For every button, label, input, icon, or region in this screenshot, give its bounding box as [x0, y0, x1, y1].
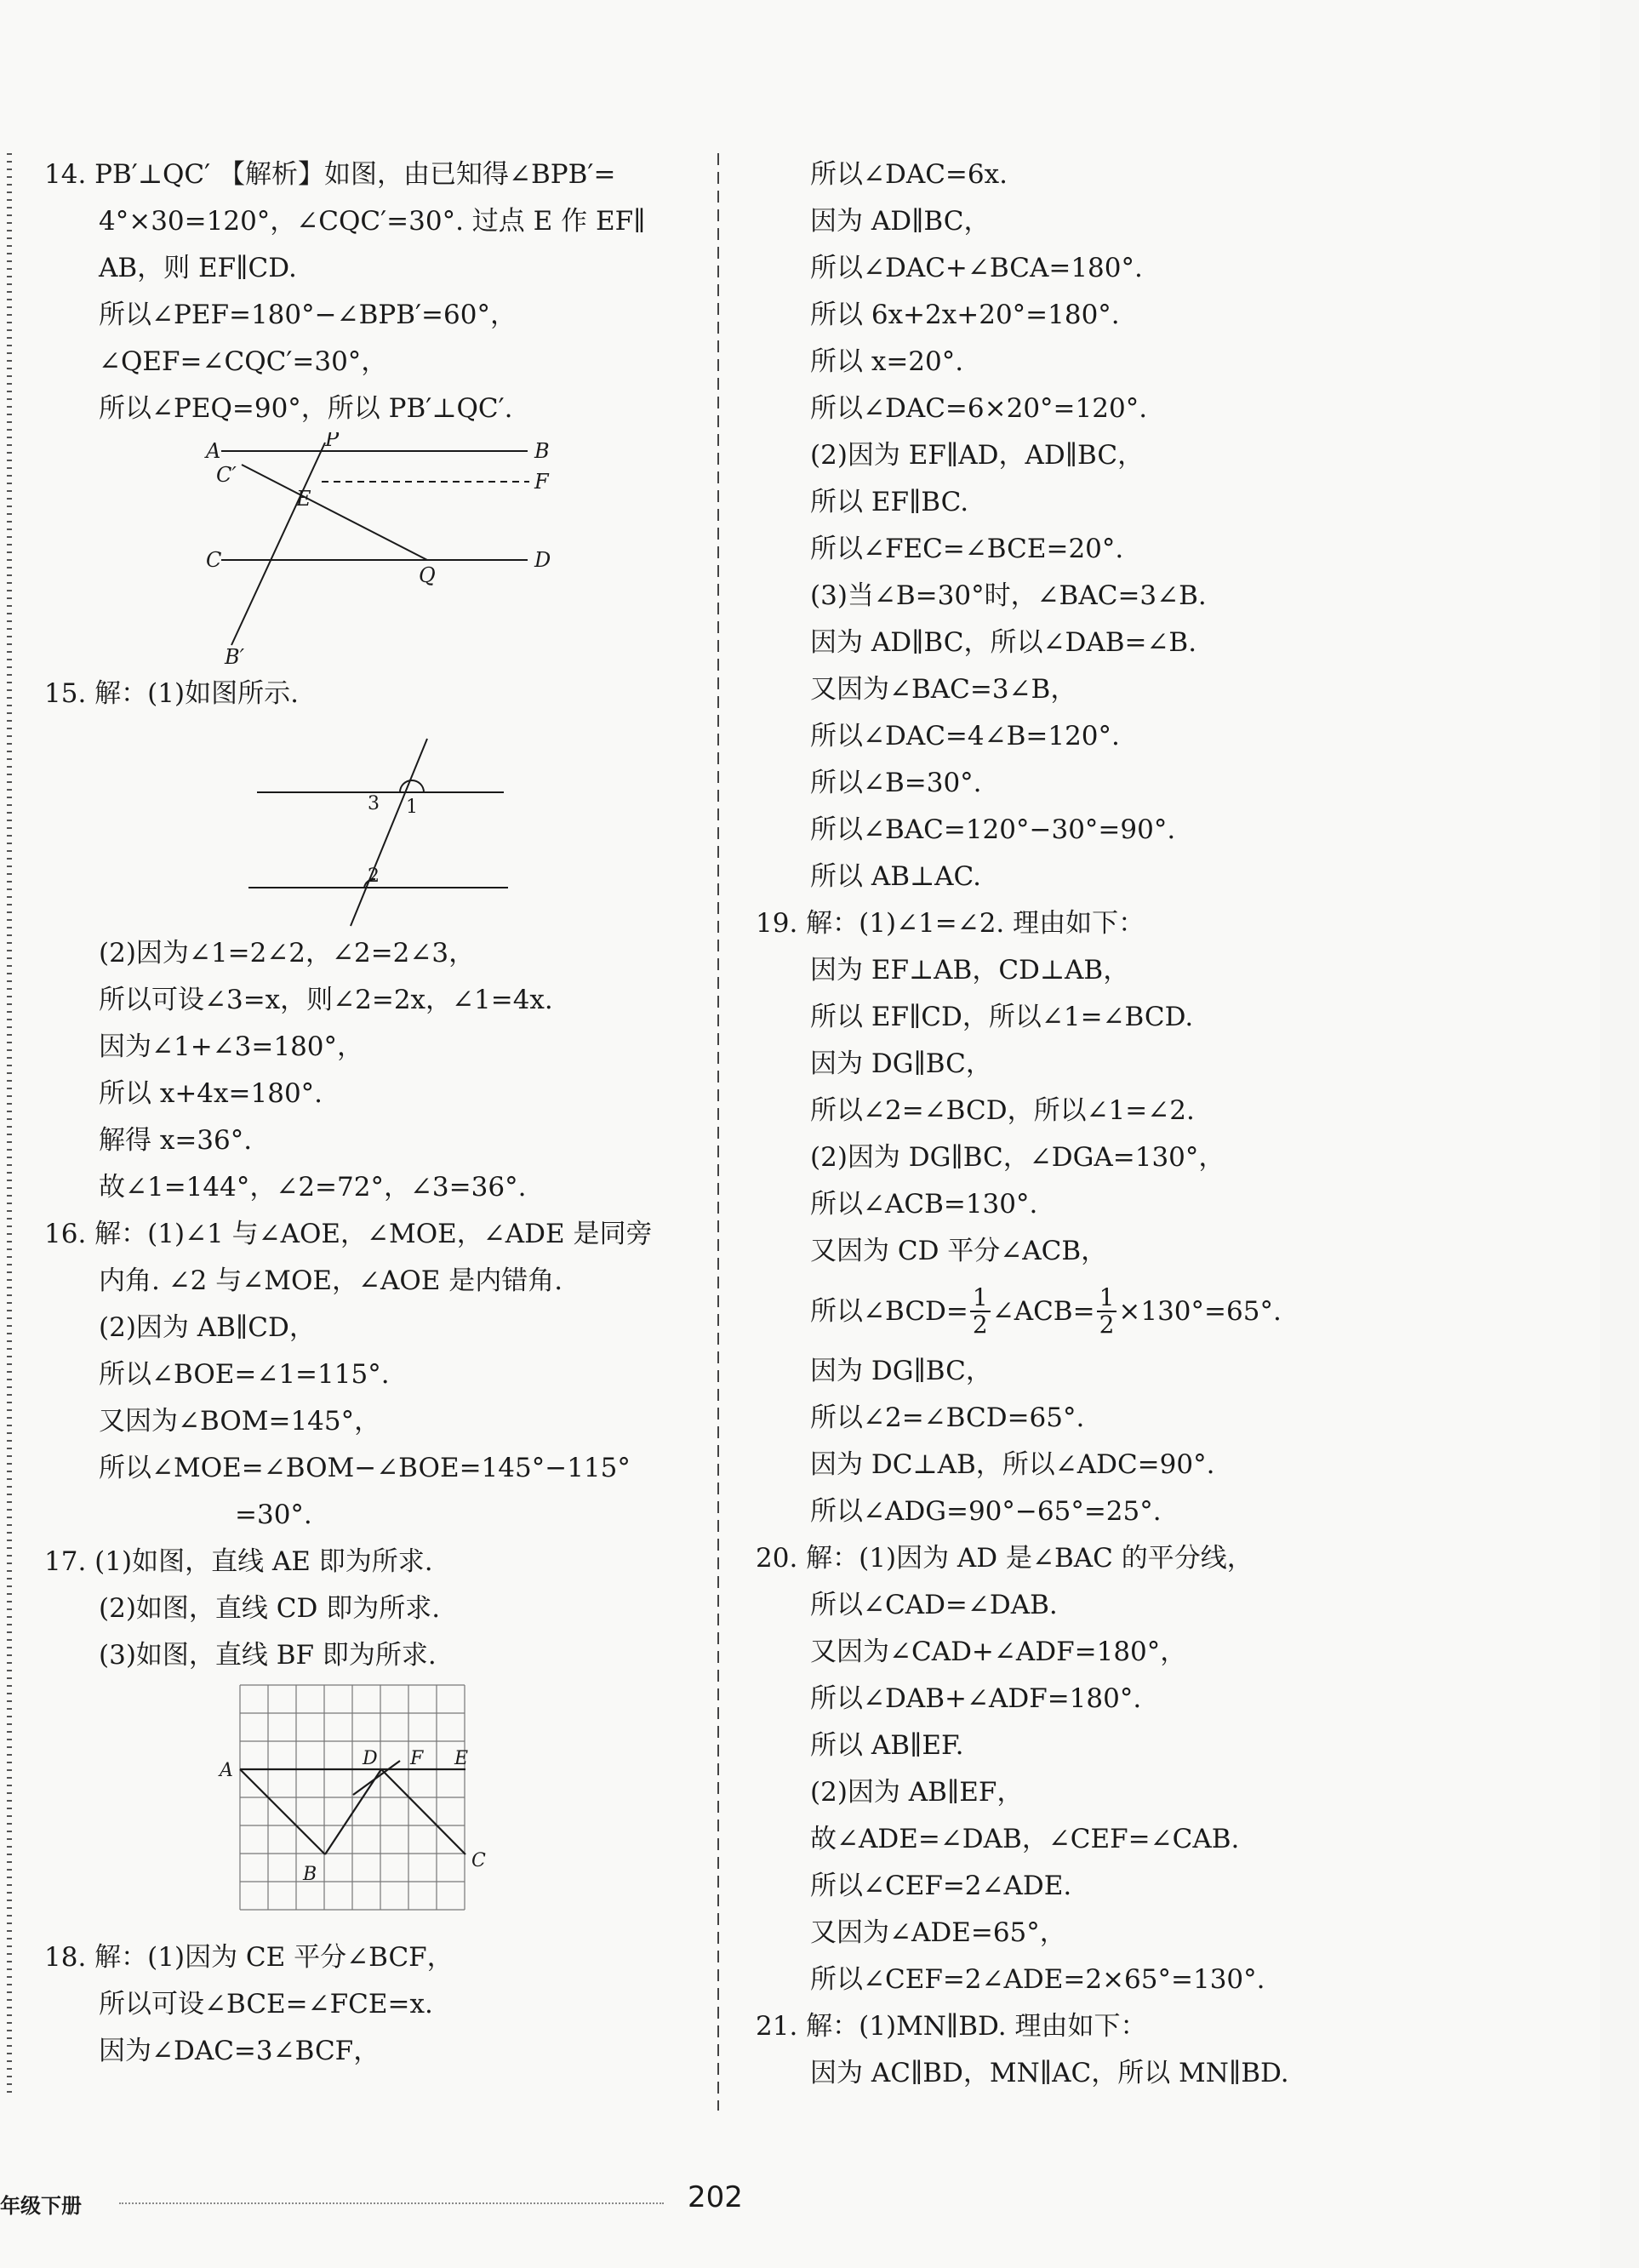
label-B: B [534, 439, 550, 463]
q14-line: AB，则 EF∥CD. [99, 253, 297, 283]
q19-head: 19. 解：(1)∠1=∠2. 理由如下： [756, 908, 1145, 939]
question-21 [756, 2003, 1522, 2097]
q19-fraction-line [756, 1275, 1522, 1348]
q17-line: 17. (1)如图，直线 AE 即为所求. [44, 1546, 433, 1577]
q20-line: 所以∠DAB+∠ADF=180°. [810, 1683, 1142, 1714]
q17-line: (2)如图，直线 CD 即为所求. [99, 1593, 441, 1624]
label-D: D [534, 548, 551, 572]
label-C-prime: C′ [216, 463, 237, 487]
q16-line: =30°. [235, 1500, 312, 1530]
fraction-numerator: 1 [1097, 1285, 1117, 1312]
grade-label: 年级下册 [0, 2194, 82, 2218]
frac-suffix: ×130°=65°. [1118, 1295, 1282, 1327]
q18-line: 所以可设∠BCE=∠FCE=x. [99, 1989, 433, 2019]
q20-head: 20. 解：(1)因为 AD 是∠BAC 的平分线， [756, 1543, 1254, 1574]
label-B-prime: B′ [225, 645, 245, 669]
q20-line: 所以∠CAD=∠DAB. [810, 1590, 1058, 1620]
page-footer [0, 2179, 851, 2218]
q18c-line: 所以 x=20°. [810, 346, 964, 377]
q19-line: 因为 DG∥BC， [810, 1356, 992, 1386]
q14-figure [44, 432, 700, 671]
q20-line: 所以∠CEF=2∠ADE. [810, 1871, 1072, 1901]
q15-line: (2)因为∠1=2∠2，∠2=2∠3， [99, 938, 476, 968]
q18c-line: 所以∠DAC+∠BCA=180°. [810, 253, 1143, 283]
q18c-line: 所以∠BAC=120°−30°=90°. [810, 814, 1176, 845]
q15-line: 因为∠1+∠3=180°， [99, 1031, 364, 1062]
q18c-line: 所以 6x+2x+20°=180°. [810, 300, 1120, 330]
q19-line: 因为 DC⊥AB，所以∠ADC=90°. [810, 1449, 1215, 1480]
q18-line: 因为∠DAC=3∠BCF， [99, 2036, 380, 2066]
q18c-line: 因为 AD∥BC，所以∠DAB=∠B. [810, 627, 1197, 658]
q15-line: 所以 x+4x=180°. [99, 1078, 323, 1109]
grid-label-E: E [454, 1748, 469, 1769]
question-17 [44, 1539, 700, 1934]
q16-line: 所以∠MOE=∠BOM−∠BOE=145°−115° [99, 1453, 631, 1483]
q18c-line: 所以 EF∥BC. [810, 487, 969, 517]
angle-2-label: 2 [368, 865, 380, 887]
q16-line: 16. 解：(1)∠1 与∠AOE，∠MOE，∠ADE 是同旁 [44, 1219, 653, 1249]
q18c-line: 所以∠DAC=6×20°=120°. [810, 393, 1148, 424]
angles-figure [44, 717, 700, 930]
q16-line: 内角. ∠2 与∠MOE，∠AOE 是内错角. [99, 1265, 563, 1296]
label-E: E [296, 487, 311, 511]
question-16 [44, 1211, 700, 1539]
q18c-line: 所以∠FEC=∠BCE=20°. [810, 534, 1124, 564]
binding-edge-rule [7, 153, 12, 2094]
q15-line: 解得 x=36°. [99, 1125, 253, 1156]
q14-line: ∠QEF=∠CQC′=30°， [99, 346, 388, 377]
q15-line: 故∠1=144°，∠2=72°，∠3=36°. [99, 1172, 527, 1203]
grid-figure [44, 1679, 700, 1934]
q20-line: 又因为∠CAD+∠ADF=180°， [810, 1637, 1187, 1667]
fraction-half [970, 1285, 991, 1338]
q19-line: 又因为 CD 平分∠ACB， [810, 1236, 1108, 1266]
fraction-numerator: 1 [970, 1285, 991, 1312]
q19-line: 因为 EF⊥AB，CD⊥AB， [810, 955, 1130, 985]
q18c-line: (3)当∠B=30°时，∠BAC=3∠B. [810, 580, 1207, 611]
fraction-half [1097, 1285, 1117, 1338]
question-19 [756, 900, 1522, 1535]
q20-line: 所以 AB∥EF. [810, 1730, 964, 1761]
q14-line: 所以∠PEF=180°−∠BPB′=60°， [99, 300, 517, 330]
q21-line: 因为 AC∥BD，MN∥AC，所以 MN∥BD. [810, 2058, 1289, 2088]
q15-line: 所以可设∠3=x，则∠2=2x，∠1=4x. [99, 985, 553, 1015]
fraction-denominator: 2 [1099, 1311, 1115, 1339]
q16-line: 又因为∠BOM=145°， [99, 1406, 381, 1437]
label-A: A [206, 439, 221, 463]
q19-line: 所以∠ACB=130°. [810, 1189, 1038, 1220]
parallel-lines-figure [44, 432, 700, 671]
fraction-denominator: 2 [972, 1311, 988, 1339]
q18c-line: 因为 AD∥BC， [810, 206, 991, 237]
angle-3-label: 3 [368, 793, 380, 814]
q19-line: (2)因为 DG∥BC，∠DGA=130°， [810, 1142, 1225, 1173]
q18c-line: 所以∠B=30°. [810, 768, 982, 798]
right-column [756, 151, 1522, 2097]
q14-line: 14. PB′⊥QC′ 【解析】如图，由已知得∠BPB′= [44, 159, 616, 190]
angle-1-label: 1 [406, 797, 418, 818]
label-C: C [206, 548, 222, 572]
q18c-line: (2)因为 EF∥AD，AD∥BC， [810, 440, 1145, 471]
q20-line: 所以∠CEF=2∠ADE=2×65°=130°. [810, 1964, 1265, 1995]
q18c-line: 又因为∠BAC=3∠B， [810, 674, 1077, 705]
q19-line: 所以∠2=∠BCD，所以∠1=∠2. [810, 1095, 1195, 1126]
frac-prefix: 所以∠BCD= [810, 1295, 968, 1327]
question-18 [44, 1934, 700, 2075]
frac-middle: ∠ACB= [991, 1295, 1095, 1327]
q14-line: 所以∠PEQ=90°，所以 PB′⊥QC′. [99, 393, 513, 424]
q19-line: 所以∠ADG=90°−65°=25°. [810, 1496, 1162, 1527]
q15-figure [44, 717, 700, 930]
label-F: F [534, 470, 549, 494]
label-P: P [325, 432, 340, 451]
left-column [44, 151, 700, 2075]
q16-line: (2)因为 AB∥CD， [99, 1312, 316, 1343]
grid-label-A: A [220, 1760, 233, 1781]
grid-label-B: B [303, 1864, 317, 1885]
q16-line: 所以∠BOE=∠1=115°. [99, 1359, 390, 1390]
grid-label-F: F [410, 1748, 424, 1769]
q18c-line: 所以∠DAC=4∠B=120°. [810, 721, 1120, 751]
q19-line: 所以∠2=∠BCD=65°. [810, 1403, 1085, 1433]
q18-line: 18. 解：(1)因为 CE 平分∠BCF， [44, 1942, 454, 1973]
page-number: 202 [688, 2180, 743, 2214]
q20-line: 又因为∠ADE=65°， [810, 1917, 1066, 1948]
q20-line: (2)因为 AB∥EF， [810, 1777, 1024, 1808]
q14-line: 4°×30=120°，∠CQC′=30°. 过点 E 作 EF∥ [99, 206, 646, 237]
q19-line: 所以 EF∥CD，所以∠1=∠BCD. [810, 1002, 1194, 1032]
q18c-line: 所以 AB⊥AC. [810, 861, 982, 892]
question-14 [44, 151, 700, 671]
question-20 [756, 1535, 1522, 2003]
grid-label-C: C [471, 1850, 486, 1871]
footer-dotted-rule [119, 2202, 664, 2204]
grid-label-D: D [363, 1748, 378, 1769]
question-18-continued [756, 151, 1522, 900]
q20-line: 故∠ADE=∠DAB，∠CEF=∠CAB. [810, 1824, 1240, 1854]
q18c-line: 所以∠DAC=6x. [810, 159, 1008, 190]
q15-head: 15. 解：(1)如图所示. [44, 678, 299, 709]
column-divider [715, 153, 722, 2111]
q17-figure [44, 1679, 700, 1934]
q17-line: (3)如图，直线 BF 即为所求. [99, 1640, 437, 1671]
question-15 [44, 671, 700, 1211]
label-Q: Q [419, 563, 436, 587]
q19-line: 因为 DG∥BC， [810, 1048, 992, 1079]
q21-head: 21. 解：(1)MN∥BD. 理由如下： [756, 2011, 1147, 2042]
